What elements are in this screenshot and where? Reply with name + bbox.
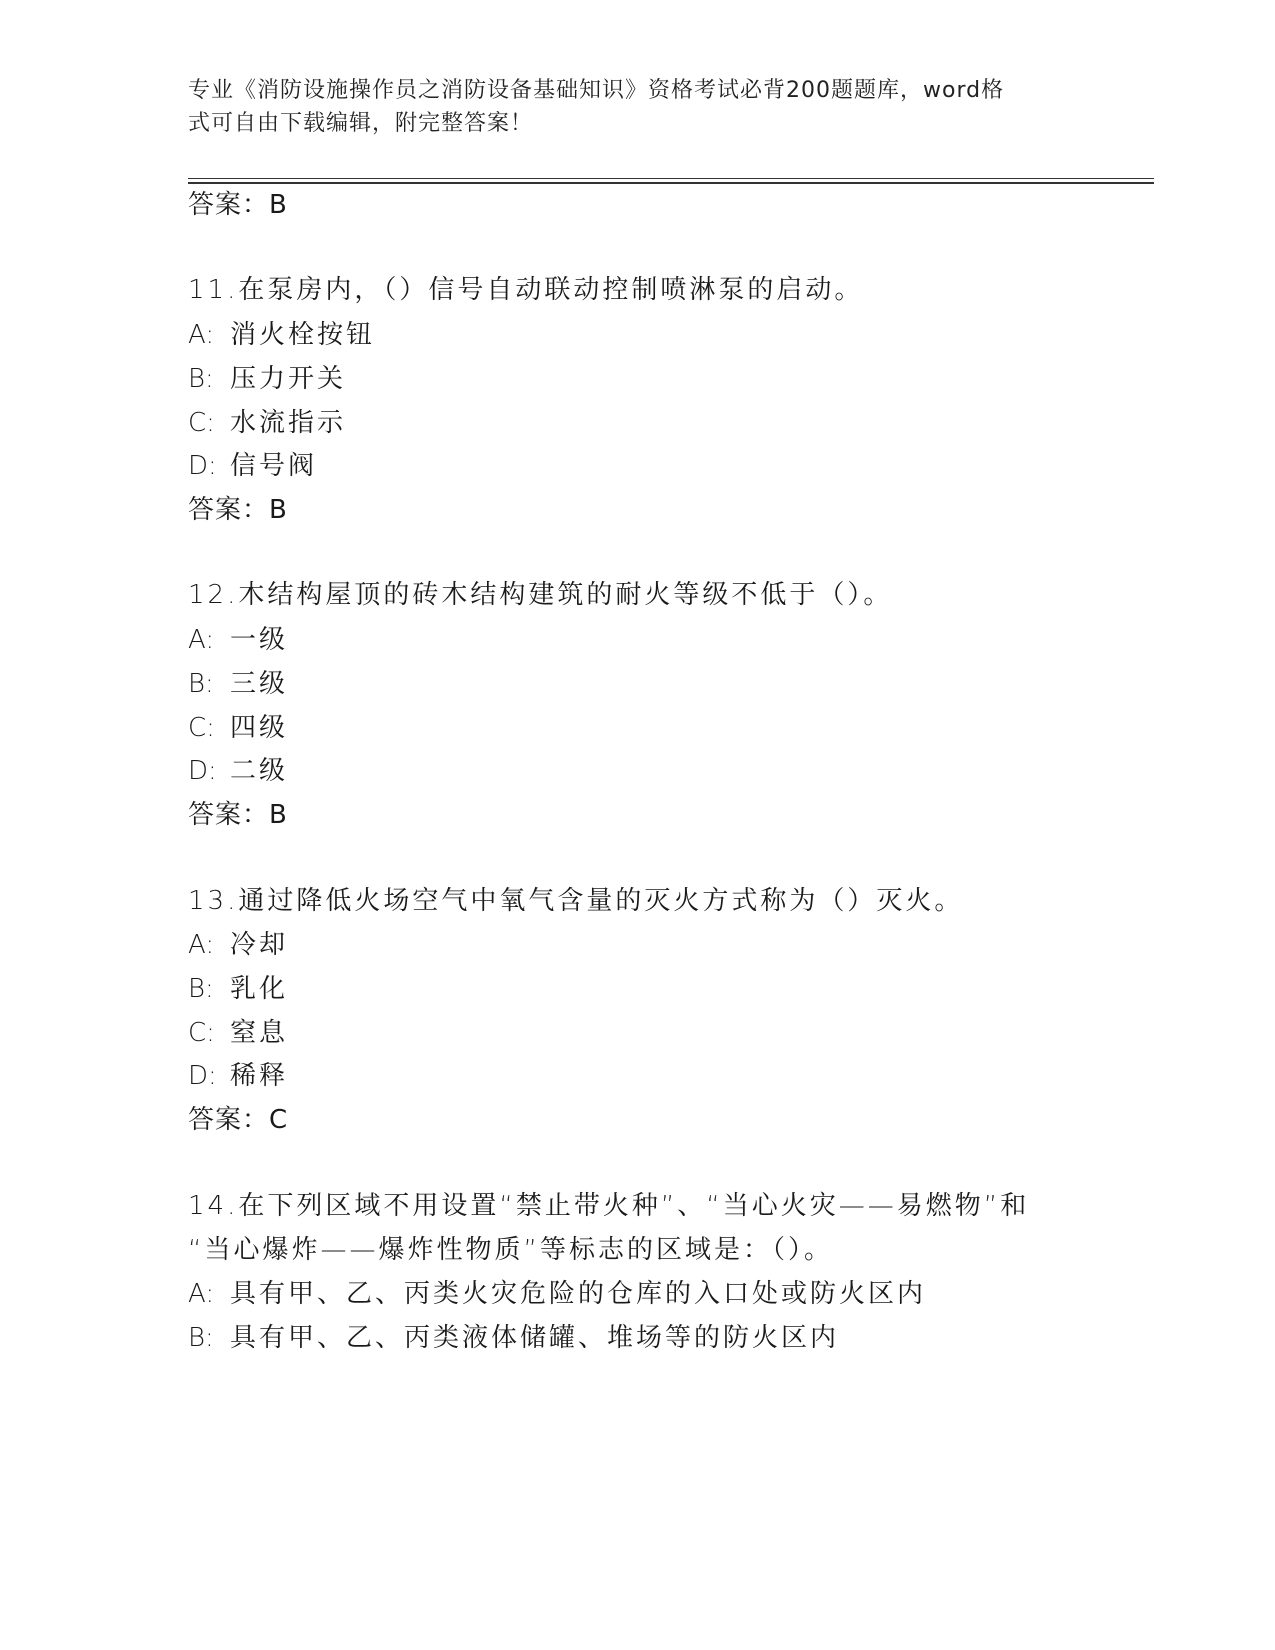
- option-line: [188, 449, 317, 483]
- option-letter: B:: [188, 1323, 214, 1353]
- option-letter: C:: [188, 1018, 215, 1048]
- question-stem-11: 11.在泵房内，（）信号自动联动控制喷淋泵的启动。: [188, 275, 864, 305]
- option-line: [188, 928, 288, 962]
- option-line: [188, 667, 288, 701]
- question-stem-12: 12.木结构屋顶的砖木结构建筑的耐火等级不低于（）。: [188, 580, 893, 610]
- option-line: [188, 1016, 288, 1050]
- header-line-2: 式可自由下载编辑，附完整答案！: [188, 111, 534, 136]
- question-stem-13: 13.通过降低火场空气中氧气含量的灭火方式称为（）灭火。: [188, 886, 964, 916]
- answer-line: 答案：B: [188, 495, 288, 525]
- option-letter: C:: [188, 713, 215, 743]
- option-line: [188, 318, 375, 352]
- option-text: 稀释: [230, 1061, 289, 1091]
- question-stem-14-line-2: “当心爆炸——爆炸性物质”等标志的区域是：（）。: [188, 1235, 833, 1265]
- option-text: 水流指示: [230, 408, 347, 438]
- option-line: [188, 1321, 839, 1355]
- header-divider-thick: [188, 182, 1154, 184]
- option-text: 消火栓按钮: [230, 320, 376, 350]
- option-text: 一级: [230, 625, 289, 655]
- option-letter: A:: [188, 625, 215, 655]
- option-text: 三级: [230, 669, 289, 699]
- option-text: 四级: [230, 713, 289, 743]
- option-text: 压力开关: [230, 364, 347, 394]
- option-line: [188, 1059, 288, 1093]
- option-line: [188, 623, 288, 657]
- option-letter: D:: [188, 451, 217, 481]
- question-stem-14-line-1: 14.在下列区域不用设置“禁止带火种”、“当心火灾——易燃物”和: [188, 1191, 1030, 1221]
- header-divider-thin: [188, 178, 1154, 179]
- option-letter: B:: [188, 974, 214, 1004]
- option-letter: A:: [188, 320, 215, 350]
- header-line-1: 专业《消防设施操作员之消防设备基础知识》资格考试必背200题题库，word格: [188, 78, 1005, 103]
- option-text: 乳化: [230, 974, 289, 1004]
- option-line: [188, 972, 288, 1006]
- option-letter: A:: [188, 930, 215, 960]
- option-letter: B:: [188, 669, 214, 699]
- option-line: [188, 406, 346, 440]
- option-letter: A:: [188, 1279, 215, 1309]
- option-text: 冷却: [230, 930, 289, 960]
- document-header: [188, 74, 1068, 140]
- option-letter: B:: [188, 364, 214, 394]
- option-line: [188, 711, 288, 745]
- option-text: 具有甲、乙、丙类液体储罐、堆场等的防火区内: [230, 1323, 840, 1353]
- answer-line: 答案：C: [188, 1105, 289, 1135]
- option-text: 信号阀: [230, 451, 318, 481]
- option-text: 二级: [230, 756, 289, 786]
- answer-line: 答案：B: [188, 190, 288, 220]
- option-line: [188, 1277, 926, 1311]
- option-line: [188, 362, 346, 396]
- option-text: 具有甲、乙、丙类火灾危险的仓库的入口处或防火区内: [230, 1279, 927, 1309]
- option-line: [188, 754, 288, 788]
- option-letter: D:: [188, 756, 217, 786]
- option-text: 窒息: [230, 1018, 289, 1048]
- option-letter: D:: [188, 1061, 217, 1091]
- answer-line: 答案：B: [188, 800, 288, 830]
- option-letter: C:: [188, 408, 215, 438]
